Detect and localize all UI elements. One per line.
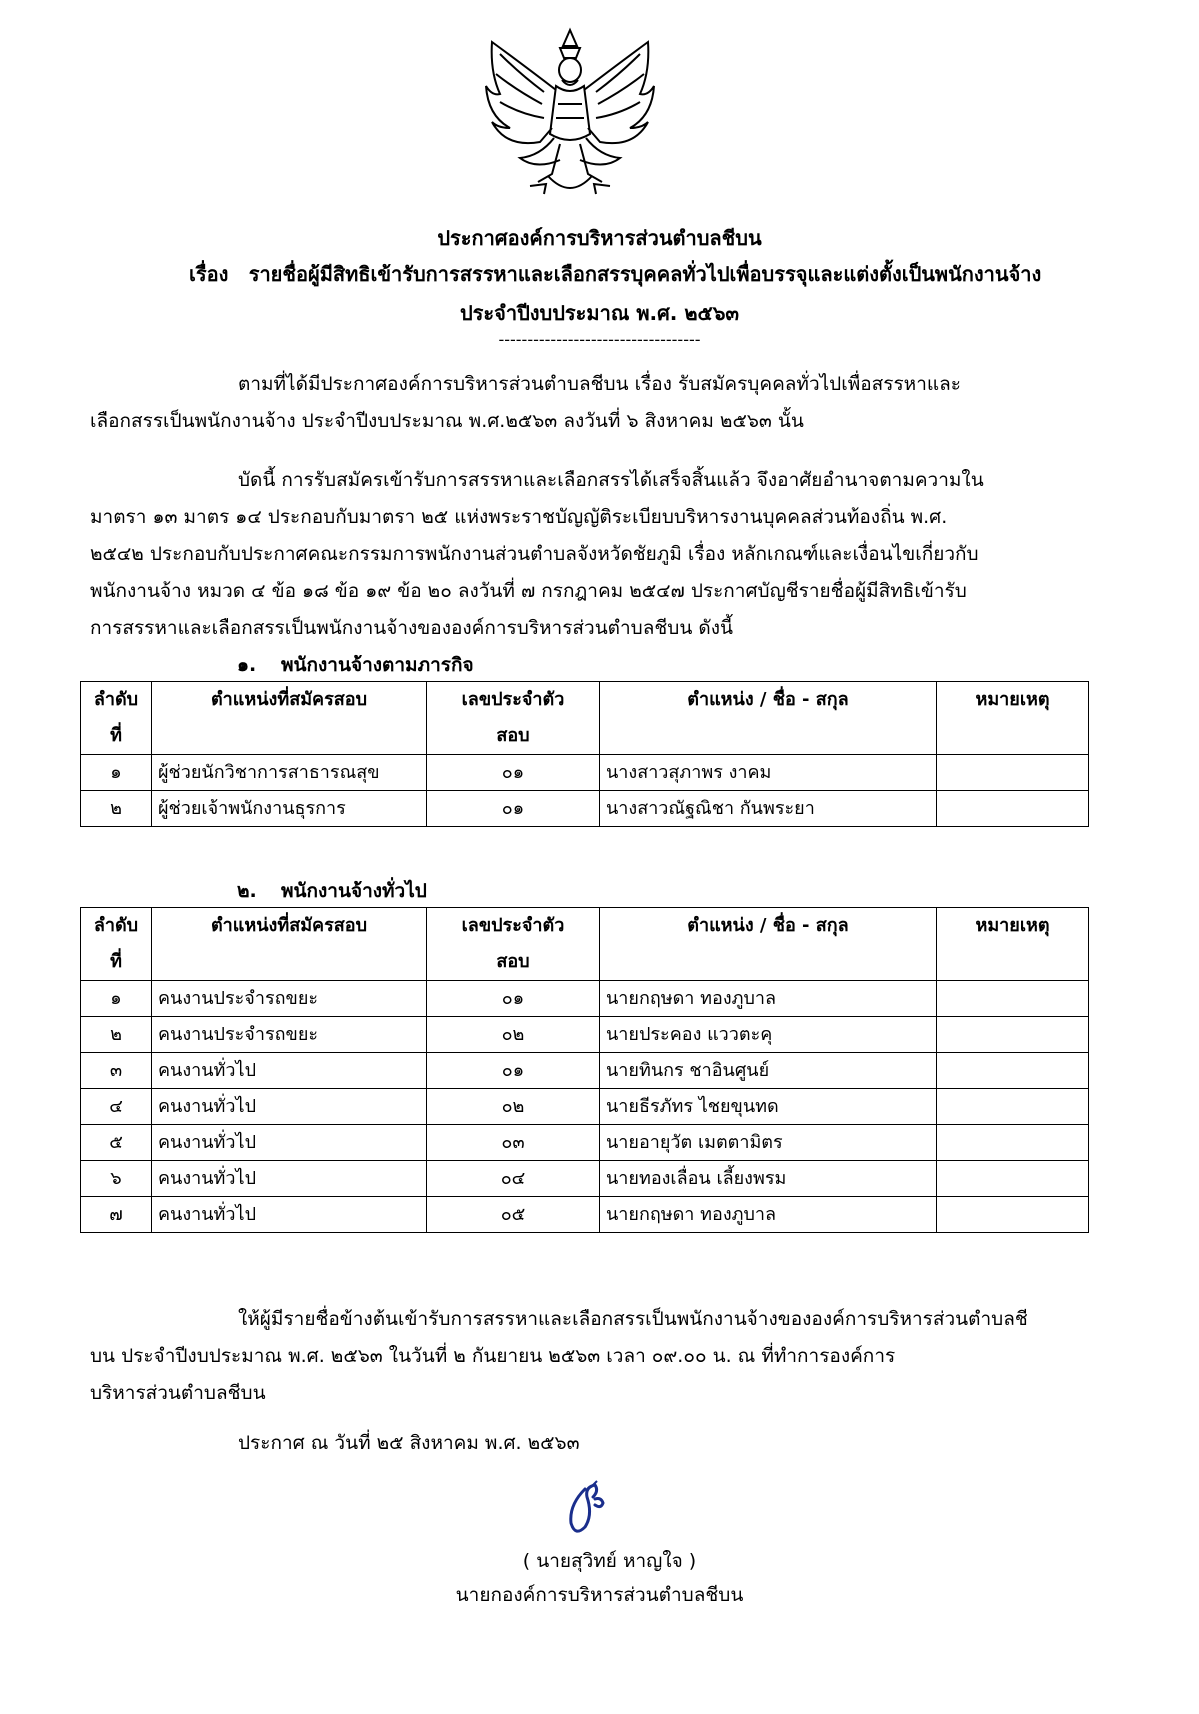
subject-text: รายชื่อผู้มีสิทธิเข้ารับการสรรหาและเลือกสรรบุคคลทั่วไปเพื่อบรรจุและแต่งตั้งเป็นพนักงานจ้าง — [248, 262, 1042, 286]
cell-remark — [937, 755, 1089, 791]
closing-line: บน ประจำปีงบประมาณ พ.ศ. ๒๕๖๓ ในวันที่ ๒ กันยายน ๒๕๖๓ เวลา ๐๙.๐๐ น. ณ ที่ทำการองค์การ — [90, 1345, 896, 1367]
header-name: ตำแหน่ง / ชื่อ - สกุล — [600, 682, 937, 755]
document-title: ประกาศองค์การบริหารส่วนตำบลชีบน — [437, 226, 762, 250]
signer-title: นายกองค์การบริหารส่วนตำบลชีบน — [455, 1584, 744, 1606]
cell-exam-id: ๐๓ — [427, 1125, 600, 1161]
cell-no: ๖ — [81, 1161, 152, 1197]
section-2-heading — [237, 876, 427, 906]
fiscal-year: ประจำปีงบประมาณ พ.ศ. ๒๕๖๓ — [459, 301, 740, 325]
cell-no: ๗ — [81, 1197, 152, 1233]
cell-exam-id: ๐๕ — [427, 1197, 600, 1233]
cell-name: นายทองเลื่อน เลี้ยงพรม — [600, 1161, 937, 1197]
cell-position: คนงานประจำรถขยะ — [152, 1017, 427, 1053]
intro-paragraph — [90, 366, 1100, 440]
closing-paragraph — [90, 1301, 1100, 1412]
cell-name: นายกฤษดา ทองภูบาล — [600, 981, 937, 1017]
table-row — [81, 981, 1089, 1017]
cell-remark — [937, 791, 1089, 827]
cell-remark — [937, 1161, 1089, 1197]
cell-no: ๔ — [81, 1089, 152, 1125]
cell-no: ๑ — [81, 755, 152, 791]
closing-line: ให้ผู้มีรายชื่อข้างต้นเข้ารับการสรรหาและเลือกสรรเป็นพนักงานจ้างขององค์การบริหารส่วนตำบลชี — [238, 1308, 1028, 1330]
table-header-row — [81, 682, 1089, 755]
header-remark: หมายเหตุ — [937, 908, 1089, 981]
body-line: บัดนี้ การรับสมัครเข้ารับการสรรหาและเลือกสรรได้เสร็จสิ้นแล้ว จึงอาศัยอำนาจตามความใน — [238, 469, 984, 491]
cell-position: คนงานทั่วไป — [152, 1197, 427, 1233]
header-position: ตำแหน่งที่สมัครสอบ — [152, 682, 427, 755]
cell-no: ๒ — [81, 1017, 152, 1053]
cell-no: ๕ — [81, 1125, 152, 1161]
body-paragraph — [90, 462, 1100, 647]
section-1-heading — [237, 650, 474, 680]
announce-date: ประกาศ ณ วันที่ ๒๕ สิงหาคม พ.ศ. ๒๕๖๓ — [238, 1432, 580, 1454]
body-line: การสรรหาและเลือกสรรเป็นพนักงานจ้างขององค์การบริหารส่วนตำบลชีบน ดังนี้ — [90, 617, 733, 639]
cell-exam-id: ๐๒ — [427, 1017, 600, 1053]
cell-name: นายธีรภัทร ไชยขุนทด — [600, 1089, 937, 1125]
cell-no: ๓ — [81, 1053, 152, 1089]
cell-name: นางสาวณัฐณิชา กันพระยา — [600, 791, 937, 827]
cell-no: ๑ — [81, 981, 152, 1017]
closing-line: บริหารส่วนตำบลชีบน — [90, 1382, 266, 1404]
signer-name: ( นายสุวิทย์ หาญใจ ) — [522, 1550, 697, 1572]
header-exam-id: เลขประจำตัว สอบ — [427, 682, 600, 755]
document-subject — [130, 258, 1080, 290]
cell-exam-id: ๐๑ — [427, 755, 600, 791]
cell-name: นายกฤษดา ทองภูบาล — [600, 1197, 937, 1233]
table-row — [81, 1053, 1089, 1089]
cell-position: คนงานทั่วไป — [152, 1161, 427, 1197]
cell-remark — [937, 1017, 1089, 1053]
cell-remark — [937, 1053, 1089, 1089]
cell-position: คนงานทั่วไป — [152, 1089, 427, 1125]
cell-position: ผู้ช่วยนักวิชาการสาธารณสุข — [152, 755, 427, 791]
header-divider: ----------------------------------- — [498, 330, 701, 349]
intro-line: เลือกสรรเป็นพนักงานจ้าง ประจำปีงบประมาณ พ.ศ.๒๕๖๓ ลงวันที่ ๖ สิงหาคม ๒๕๖๓ นั้น — [90, 410, 804, 432]
general-staff-table — [80, 907, 1089, 1233]
subject-label: เรื่อง — [189, 262, 229, 286]
cell-exam-id: ๐๑ — [427, 791, 600, 827]
mission-staff-table — [80, 681, 1089, 827]
garuda-emblem-icon — [470, 24, 670, 206]
handwritten-signature-icon — [555, 1475, 615, 1545]
cell-name: นายอายุวัต เมตตามิตร — [600, 1125, 937, 1161]
header-no: ลำดับ ที่ — [81, 682, 152, 755]
table-row — [81, 1017, 1089, 1053]
header-no: ลำดับ ที่ — [81, 908, 152, 981]
section-title: พนักงานจ้างตามภารกิจ — [281, 654, 474, 676]
table-row — [81, 1089, 1089, 1125]
cell-position: คนงานประจำรถขยะ — [152, 981, 427, 1017]
cell-remark — [937, 1197, 1089, 1233]
cell-position: ผู้ช่วยเจ้าพนักงานธุรการ — [152, 791, 427, 827]
cell-name: นายทินกร ชาอินศูนย์ — [600, 1053, 937, 1089]
intro-line: ตามที่ได้มีประกาศองค์การบริหารส่วนตำบลชีบน เรื่อง รับสมัครบุคคลทั่วไปเพื่อสรรหาและ — [238, 373, 961, 395]
header-name: ตำแหน่ง / ชื่อ - สกุล — [600, 908, 937, 981]
table-row — [81, 755, 1089, 791]
cell-no: ๒ — [81, 791, 152, 827]
header-exam-id: เลขประจำตัว สอบ — [427, 908, 600, 981]
table-row — [81, 791, 1089, 827]
header-position: ตำแหน่งที่สมัครสอบ — [152, 908, 427, 981]
cell-exam-id: ๐๑ — [427, 981, 600, 1017]
table-header-row — [81, 908, 1089, 981]
table-row — [81, 1197, 1089, 1233]
cell-exam-id: ๐๑ — [427, 1053, 600, 1089]
section-number: ๒. — [237, 880, 257, 902]
cell-name: นายประคอง แววตะคุ — [600, 1017, 937, 1053]
table-row — [81, 1125, 1089, 1161]
body-line: มาตรา ๑๓ มาตร ๑๔ ประกอบกับมาตรา ๒๕ แห่งพระราชบัญญัติระเบียบบริหารงานบุคคลส่วนท้องถิ่น พ.ศ. — [90, 506, 948, 528]
cell-remark — [937, 981, 1089, 1017]
cell-position: คนงานทั่วไป — [152, 1125, 427, 1161]
body-line: ๒๕๔๒ ประกอบกับประกาศคณะกรรมการพนักงานส่วนตำบลจังหวัดชัยภูมิ เรื่อง หลักเกณฑ์และเงื่อนไขเกี่ยวกับ — [90, 543, 979, 565]
header-remark: หมายเหตุ — [937, 682, 1089, 755]
body-line: พนักงานจ้าง หมวด ๔ ข้อ ๑๘ ข้อ ๑๙ ข้อ ๒๐ ลงวันที่ ๗ กรกฎาคม ๒๕๔๗ ประกาศบัญชีรายชื่อผู้มีสิทธิเข้ารับ — [90, 580, 967, 602]
table-row — [81, 1161, 1089, 1197]
cell-exam-id: ๐๔ — [427, 1161, 600, 1197]
section-number: ๑. — [237, 654, 257, 676]
cell-position: คนงานทั่วไป — [152, 1053, 427, 1089]
section-title: พนักงานจ้างทั่วไป — [281, 880, 427, 902]
cell-name: นางสาวสุภาพร งาคม — [600, 755, 937, 791]
cell-remark — [937, 1089, 1089, 1125]
cell-remark — [937, 1125, 1089, 1161]
cell-exam-id: ๐๒ — [427, 1089, 600, 1125]
